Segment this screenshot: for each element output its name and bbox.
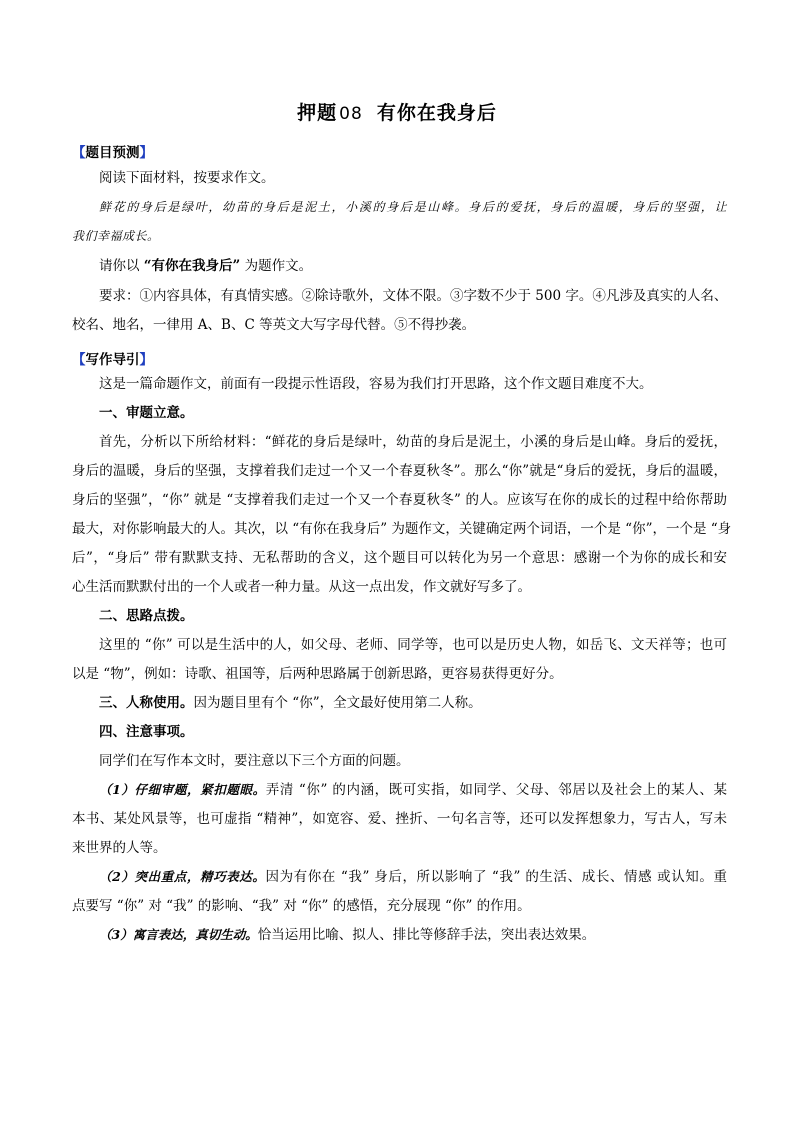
paragraph-line: 这里的 “你” 可以是生活中的人，如父母、老师、同学等，也可以是历史人物，如岳飞、文天祥等；也可 bbox=[99, 637, 727, 653]
note-item-text: 因为有你在 “我” 身后，所以影响了 “我” 的生活、成长、情感 或认知。重 bbox=[265, 869, 727, 885]
paragraph-line: 后”，“身后” 带有默默支持、无私帮助的含义，这个题目可以转化为另一个意思：感谢一个为你的成长和安 bbox=[72, 550, 727, 566]
person-usage-line bbox=[99, 697, 727, 711]
paragraph-line: 阅读下面材料，按要求作文。 bbox=[99, 170, 275, 186]
note-item-1 bbox=[99, 784, 727, 798]
note-item-lead: （2）突出重点，精巧表达。 bbox=[99, 869, 266, 884]
prompt-line bbox=[99, 260, 727, 274]
section-tag-guide bbox=[72, 348, 153, 368]
material-quote-line: 鲜花的身后是绿叶，幼苗的身后是泥土，小溪的身后是山峰。身后的爱抚，身后的温暖，身后的坚强，让 bbox=[99, 200, 727, 214]
heading-3: 三、人称使用。 bbox=[99, 695, 194, 711]
paragraph-line: 同学们在写作本文时，要注意以下三个方面的问题。 bbox=[99, 753, 410, 769]
paragraph-line: 身后的坚强”，“你” 就是 “支撑着我们走过一个又一个春夏秋冬” 的人。应该写在你的成长的过程中给你帮助 bbox=[72, 492, 727, 508]
note-item-2 bbox=[99, 871, 727, 885]
heading-4: 四、注意事项。 bbox=[99, 724, 194, 740]
paragraph-line: 这是一篇命题作文，前面有一段提示性语段，容易为我们打开思路，这个作文题目难度不大。 bbox=[99, 376, 653, 392]
paragraph-line: 身后的温暖，身后的坚强，支撑着我们走过一个又一个春夏秋冬”。那么“你”就是“身后的爱抚，身后的温暖， bbox=[72, 463, 727, 479]
note-item-text: 恰当运用比喻、拟人、排比等修辞手法，突出表达效果。 bbox=[257, 927, 596, 943]
paragraph-line: 首先，分析以下所给材料：“鲜花的身后是绿叶，幼苗的身后是泥土，小溪的身后是山峰。身后的爱抚， bbox=[99, 434, 727, 450]
title-number: 08 bbox=[339, 104, 363, 124]
bracket-close: 】 bbox=[139, 145, 153, 161]
section-tag-label: 写作导引 bbox=[85, 352, 140, 368]
paragraph-line: 来世界的人等。 bbox=[72, 840, 167, 856]
paragraph-line: 本书、某处风景等，也可虚指 “精神”，如宽容、爱、挫折、一句名言等，还可以发挥想象力，写古人，写未 bbox=[72, 811, 727, 827]
note-item-text: 弄清 “你” 的内涵，既可实指，如同学、父母、邻居以及社会上的某人、某 bbox=[265, 782, 727, 798]
note-item-3 bbox=[99, 929, 727, 943]
section-tag-prediction bbox=[72, 141, 153, 161]
title-main: 有你在我身后 bbox=[376, 102, 497, 124]
section-tag-label: 题目预测 bbox=[85, 145, 140, 161]
bracket-open: 【 bbox=[72, 145, 86, 161]
title-prefix: 押题 bbox=[297, 102, 338, 124]
paragraph-line: 最大，对你影响最大的人。其次，以 “有你在我身后” 为题作文，关键确定两个词语，一个是 “你”，一个是 “身 bbox=[72, 521, 732, 537]
prompt-text: 为题作文。 bbox=[240, 258, 313, 274]
paragraph-line: 点要写 “你” 对 “我” 的影响、“我” 对 “你” 的感悟，充分展现 “你” 的作用。 bbox=[72, 898, 531, 914]
prompt-text: 请你以 bbox=[99, 258, 144, 274]
heading-1: 一、审题立意。 bbox=[99, 405, 194, 421]
heading-2: 二、思路点拨。 bbox=[99, 608, 194, 624]
prompt-topic: “有你在我身后” bbox=[143, 258, 241, 274]
paragraph-line: 以是 “物”，例如：诗歌、祖国等，后两种思路属于创新思路，更容易获得更好分。 bbox=[72, 666, 563, 682]
requirement-line: 要求：①内容具体，有真情实感。②除诗歌外，文体不限。③字数不少于 500 字。④凡涉及真实的人名、 bbox=[99, 288, 728, 304]
note-item-lead: （3）寓言表达，真切生动。 bbox=[99, 927, 258, 942]
paragraph-line: 心生活而默默付出的一个人或者一种力量。从这一点出发，作文就好写多了。 bbox=[72, 579, 531, 595]
bracket-open: 【 bbox=[72, 352, 86, 368]
paragraph-text: 因为题目里有个 “你”，全文最好使用第二人称。 bbox=[193, 695, 482, 711]
material-quote-line: 我们幸福成长。 bbox=[72, 229, 160, 243]
bracket-close: 】 bbox=[139, 352, 153, 368]
page-title bbox=[0, 98, 794, 125]
requirement-line: 校名、地名，一律用 A、B、C 等英文大写字母代替。⑤不得抄袭。 bbox=[72, 317, 476, 333]
note-item-lead: （1）仔细审题，紧扣题眼。 bbox=[99, 782, 266, 797]
